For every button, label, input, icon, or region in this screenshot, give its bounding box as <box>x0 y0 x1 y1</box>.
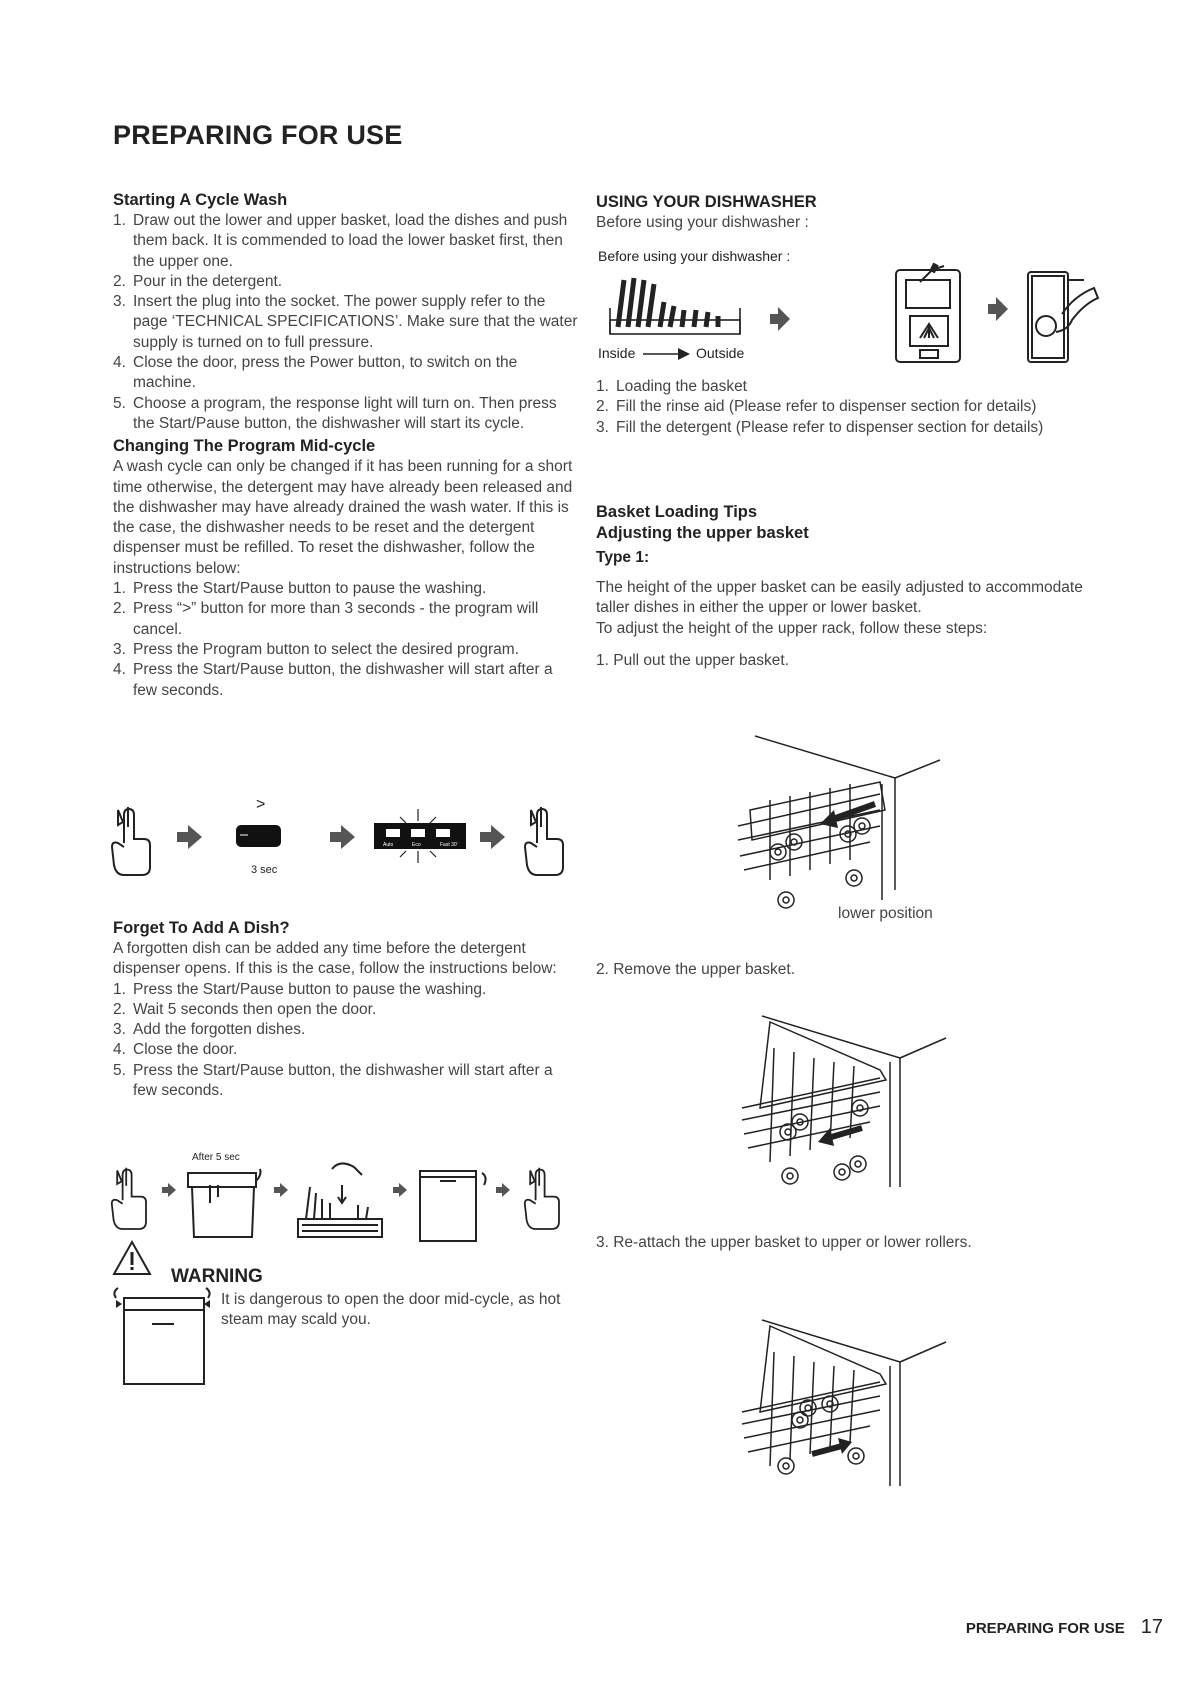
forget-list <box>113 980 578 1102</box>
starting-section <box>113 190 578 701</box>
basket-para2: To adjust the height of the upper rack, follow these steps: <box>596 619 988 637</box>
forget-dish-figure <box>110 1145 580 1245</box>
list-item: 2. Pour in the detergent. <box>113 272 283 290</box>
starting-list <box>113 211 578 434</box>
warning-text: It is dangerous to open the door mid-cycle, as hot steam may scald you. <box>221 1291 561 1329</box>
list-item: 4. Press the Start/Pause button, the dishwasher will start after a few seconds. <box>113 661 553 699</box>
basket-type: Type 1: <box>596 549 650 566</box>
hand-press-icon <box>525 1168 559 1229</box>
hold-duration-label: 3 sec <box>251 864 278 876</box>
list-item: 3. Add the forgotten dishes. <box>113 1021 306 1039</box>
hot-steam-dishwasher-icon <box>112 1288 212 1388</box>
basket-subheading: Adjusting the upper basket <box>596 524 809 542</box>
footer-section: PREPARING FOR USE <box>965 1620 1125 1637</box>
figure-caption: Before using your dishwasher : <box>598 248 791 264</box>
arrow-right-icon <box>496 1183 510 1197</box>
arrow-right-icon <box>393 1183 407 1197</box>
page-number: 17 <box>1140 1616 1163 1638</box>
list-item: 1. Press the Start/Pause button to pause the washing. <box>113 580 487 598</box>
basket-step1: 1. Pull out the upper basket. <box>596 651 790 669</box>
basket-remove-figure <box>730 1012 970 1202</box>
list-item: 2. Press “>” button for more than 3 seconds - the program will cancel. <box>113 600 539 638</box>
list-item: 5. Press the Start/Pause button, the dishwasher will start after a few seconds. <box>113 1061 553 1100</box>
page-title: PREPARING FOR USE <box>113 120 403 150</box>
inside-outside-arrow-icon <box>643 348 690 360</box>
hand-press-icon <box>525 807 563 875</box>
midcycle-heading: Changing The Program Mid-cycle <box>113 437 376 456</box>
list-item: 1. Draw out the lower and upper basket, load the dishes and push them back. It is commended to load the lower basket first, then the upper one. <box>113 212 568 270</box>
lower-position-label: lower position <box>838 905 933 922</box>
after-label: After 5 sec <box>192 1152 240 1163</box>
midcycle-list <box>113 579 578 701</box>
using-heading: USING YOUR DISHWASHER <box>596 193 817 211</box>
list-item: 2. Fill the rinse aid (Please refer to dispenser section for details) <box>596 398 1037 416</box>
hand-press-icon <box>112 807 150 875</box>
arrow-right-icon <box>274 1183 288 1197</box>
closed-dishwasher-icon <box>420 1171 486 1241</box>
forget-heading: Forget To Add A Dish? <box>113 919 290 937</box>
midcycle-intro: A wash cycle can only be changed if it has been running for a short time otherwise, the detergent may have already been released and the dishwasher may have already drained the wash water. If this is the case, the dishwasher needs to be reset and the detergent dispenser must be refilled. To reset the dishwasher, follow the instructions below: <box>113 458 573 577</box>
list-item: 2. Wait 5 seconds then open the door. <box>113 1000 377 1018</box>
list-item: 4. Close the door. <box>113 1041 238 1059</box>
midcycle-figure <box>110 795 580 895</box>
arrow-right-icon <box>162 1183 176 1197</box>
arrow-right-icon <box>770 307 790 331</box>
outside-label: Outside <box>696 345 745 361</box>
basket-add-dish-icon <box>298 1163 382 1237</box>
using-subtitle: Before using your dishwasher : <box>596 214 809 231</box>
svg-text:Fast 30': Fast 30' <box>440 842 458 848</box>
arrow-right-icon <box>988 297 1008 321</box>
list-item: 3. Insert the plug into the socket. The power supply refer to the page ‘TECHNICAL SPECIFICATIONS’. Make sure that the water supply is turned on to full pressure. <box>113 293 578 351</box>
using-section <box>596 192 1096 233</box>
list-item: 3. Fill the detergent (Please refer to dispenser section for details) <box>596 418 1044 436</box>
starting-heading: Starting A Cycle Wash <box>113 191 288 209</box>
forget-intro: A forgotten dish can be added any time before the detergent dispenser opens. If this is the case, follow the instructions below: <box>113 940 557 978</box>
warning-triangle-icon <box>112 1240 172 1280</box>
list-item: 3. Press the Program button to select the desired program. <box>113 640 519 658</box>
list-item: 1. Loading the basket <box>596 378 747 395</box>
remove-arrow-icon <box>818 1128 862 1146</box>
list-item: 4. Close the door, press the Power button, to switch on the machine. <box>113 354 518 392</box>
hand-press-icon <box>112 1168 146 1229</box>
basket-para1: The height of the upper basket can be easily adjusted to accommodate taller dishes in either the upper or lower basket. <box>596 579 1083 617</box>
control-panel-graphic <box>374 809 466 863</box>
svg-text:Eco: Eco <box>412 842 421 848</box>
basket-heading: Basket Loading Tips <box>596 503 758 521</box>
page-footer <box>966 1616 1163 1639</box>
pull-out-arrow-icon <box>820 804 875 828</box>
forget-section <box>113 918 578 1101</box>
warning-heading: WARNING <box>171 1266 263 1287</box>
list-item: 5. Choose a program, the response light will turn on. Then press the Start/Pause button, the dishwasher will start its cycle. <box>113 394 557 432</box>
list-item: 1. Press the Start/Pause button to pause the washing. <box>113 980 487 998</box>
arrow-right-icon <box>177 825 202 849</box>
basket-step3: 3. Re-attach the upper basket to upper or lower rollers. <box>596 1234 972 1251</box>
detergent-door-icon <box>1028 272 1098 362</box>
using-steps <box>596 377 1096 438</box>
reattach-arrow-icon <box>812 1438 852 1454</box>
rinse-aid-dispenser-icon <box>896 264 960 362</box>
inside-label: Inside <box>598 345 636 361</box>
basket-reattach-figure <box>730 1316 970 1496</box>
using-figure <box>598 262 1118 372</box>
arrow-right-icon <box>330 825 355 849</box>
arrow-right-icon <box>480 825 505 849</box>
basket-step2: 2. Remove the upper basket. <box>596 961 796 978</box>
chevron-label: > <box>256 796 266 813</box>
dish-rack-icon <box>610 278 740 334</box>
svg-text:Auto: Auto <box>383 842 394 848</box>
basket-section <box>596 502 1096 671</box>
open-dishwasher-icon <box>188 1169 261 1237</box>
basket-pullout-figure <box>730 730 970 920</box>
